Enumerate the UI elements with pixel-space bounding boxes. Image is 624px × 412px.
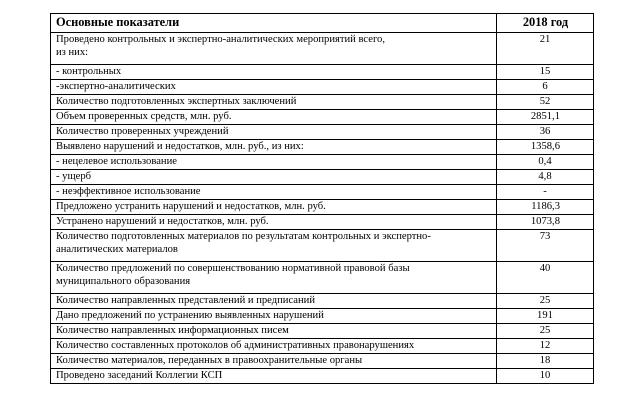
row-label [51,33,497,65]
row-label [51,110,497,125]
row-label [51,215,497,230]
row-label-line: Предложено устранить нарушений и недостатков, млн. руб. [56,201,326,212]
row-label [51,155,497,170]
table-row [51,125,594,140]
row-label [51,65,497,80]
row-label [51,95,497,110]
table-row [51,110,594,125]
row-label [51,200,497,215]
row-value: - [497,185,594,200]
row-label [51,170,497,185]
row-value: 1358,6 [497,140,594,155]
row-label-line: Количество предложений по совершенствованию нормативной правовой базы [56,263,410,274]
row-label [51,294,497,309]
table-row [51,294,594,309]
row-label-line: Количество составленных протоколов об административных правонарушениях [56,340,415,351]
row-value: 25 [497,324,594,339]
row-value: 25 [497,294,594,309]
row-value: 52 [497,95,594,110]
row-label-line: из них: [56,47,89,58]
row-value: 12 [497,339,594,354]
row-value: 10 [497,369,594,384]
row-label-line: Проведено заседаний Коллегии КСП [56,370,223,381]
table-body [51,33,594,384]
table-row [51,369,594,384]
row-label-line: - неэффективное использование [56,186,201,197]
table-row [51,185,594,200]
row-label-line: Дано предложений по устранению выявленных нарушений [56,310,324,321]
row-label-line: Устранено нарушений и недостатков, млн. руб. [56,216,269,227]
table-row [51,80,594,95]
row-value: 1186,3 [497,200,594,215]
table-row [51,140,594,155]
header-indicators: Основные показатели [51,14,497,33]
row-value: 40 [497,262,594,294]
table-row [51,262,594,294]
row-label-line: - контрольных [56,66,122,77]
row-value: 15 [497,65,594,80]
row-label [51,185,497,200]
row-label-line: Количество материалов, переданных в правоохранительные органы [56,355,363,366]
row-label-line: Количество подготовленных экспертных заключений [56,96,297,107]
row-value: 18 [497,354,594,369]
row-label-line: аналитических материалов [56,244,178,255]
row-label-line: Проведено контрольных и экспертно-аналитических мероприятий всего, [56,34,385,45]
table-header-row [51,14,594,33]
row-label [51,230,497,262]
row-label-line: Количество направленных информационных писем [56,325,289,336]
table-row [51,324,594,339]
table-row [51,170,594,185]
row-label-line: - ущерб [56,171,92,182]
table-row [51,95,594,110]
row-label-line: - нецелевое использование [56,156,177,167]
row-value: 73 [497,230,594,262]
row-label [51,125,497,140]
row-value: 4,8 [497,170,594,185]
table-row [51,354,594,369]
table-row [51,215,594,230]
row-value: 191 [497,309,594,324]
row-value: 6 [497,80,594,95]
row-label [51,369,497,384]
table-row [51,200,594,215]
row-label [51,80,497,95]
row-label-line: Количество подготовленных материалов по результатам контрольных и экспертно- [56,231,431,242]
row-label-line: Объем проверенных средств, млн. руб. [56,111,232,122]
row-label [51,339,497,354]
row-label [51,324,497,339]
row-label-line: Количество направленных представлений и предписаний [56,295,316,306]
indicators-table [50,13,594,384]
row-value: 21 [497,33,594,65]
row-label [51,309,497,324]
row-label-line: Количество проверенных учреждений [56,126,229,137]
row-label [51,140,497,155]
table-row [51,65,594,80]
row-label-line: муниципального образования [56,276,191,287]
table-row [51,155,594,170]
row-value: 0,4 [497,155,594,170]
table-row [51,339,594,354]
row-label [51,262,497,294]
row-value: 36 [497,125,594,140]
table-row [51,230,594,262]
row-label [51,354,497,369]
table-row [51,309,594,324]
header-year: 2018 год [497,14,594,33]
table-row [51,33,594,65]
row-value: 1073,8 [497,215,594,230]
row-value: 2851,1 [497,110,594,125]
row-label-line: Выявлено нарушений и недостатков, млн. руб., из них: [56,141,304,152]
row-label-line: -экспертно-аналитических [56,81,176,92]
